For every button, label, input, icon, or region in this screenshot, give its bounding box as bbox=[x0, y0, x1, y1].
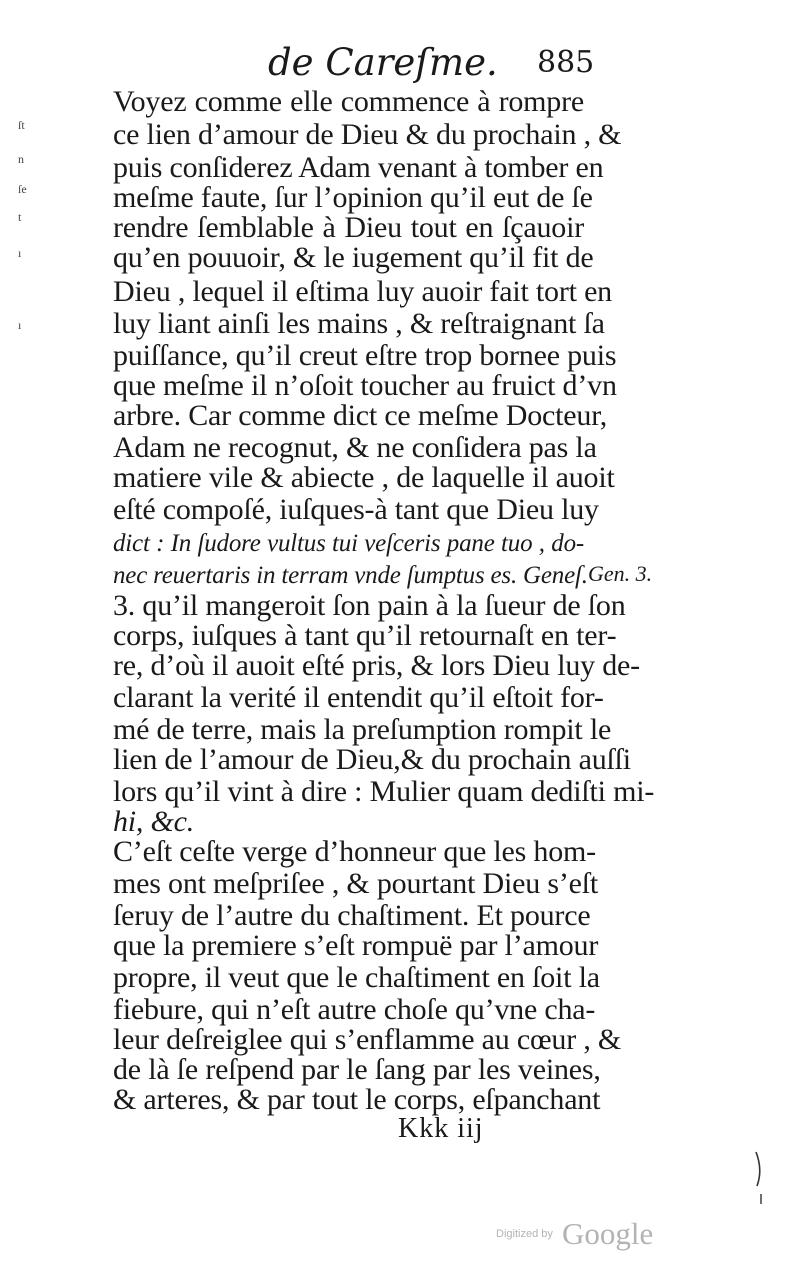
text-line: rendre ſemblable à Dieu tout en ſçauoir bbox=[113, 211, 584, 244]
page-header bbox=[0, 40, 787, 86]
text-line: meſme faute, ſur l’opinion qu’il eut de ſe bbox=[113, 181, 593, 214]
text-line: & arteres, & par tout le corps, eſpanchant bbox=[113, 1083, 601, 1116]
text-line: puiſſance, qu’il creut eſtre trop bornee puis bbox=[113, 339, 617, 372]
bleed-mark: ı bbox=[18, 318, 22, 332]
text-line: matiere vile & abiecte , de laquelle il auoit bbox=[113, 461, 615, 494]
latin-quote-part: dict : In ſudore vultus tui veſceris pane tuo , do- bbox=[113, 530, 584, 557]
text-line bbox=[113, 556, 588, 592]
text-line: mes ont meſpriſee , & pourtant Dieu s’eſt bbox=[113, 867, 599, 900]
watermark-logo: Google bbox=[561, 1216, 654, 1251]
text-line: mé de terre, mais la preſumption rompit le bbox=[113, 713, 612, 746]
text-line: 3. qu’il mangeroit ſon pain à la ſueur de ſon bbox=[113, 589, 626, 622]
bleed-mark: ſt bbox=[18, 118, 25, 132]
text-line: ſeruy de l’autre du chaſtiment. Et pource bbox=[113, 899, 591, 932]
text-line: que meſme il n’oſoit toucher au fruict d’vn bbox=[113, 369, 617, 402]
text-line: luy liant ainſi les mains , & reſtraignant ſa bbox=[113, 307, 605, 340]
text-line: C’eſt ceſte verge d’honneur que les hom- bbox=[113, 835, 596, 868]
signature-mark: Kkk iij bbox=[398, 1113, 484, 1144]
text-line: Adam ne recognut, & ne conſidera pas la bbox=[113, 431, 597, 464]
latin-quote-part: hi, &c. bbox=[113, 805, 195, 838]
text-line: Dieu , lequel il eſtima luy auoir fait tort en bbox=[113, 275, 612, 308]
text-line: de là ſe reſpend par le ſang par les veines, bbox=[113, 1053, 601, 1086]
latin-quote-part: nec reuertaris in terram vnde ſumptus es. Geneſ. bbox=[113, 562, 588, 589]
digitized-watermark bbox=[496, 1216, 653, 1256]
watermark-prefix: Digitized by bbox=[496, 1228, 553, 1240]
text-line: lors qu’il vint à dire : Mulier quam dediſti mi- bbox=[113, 775, 655, 808]
bleed-mark: ı bbox=[18, 246, 22, 260]
page-edge-mark bbox=[752, 1150, 766, 1206]
bleed-mark: n bbox=[18, 152, 24, 166]
text-line: clarant la verité il entendit qu’il eſtoit for- bbox=[113, 681, 604, 714]
text-line bbox=[113, 524, 584, 560]
text-line: puis conſiderez Adam venant à tomber en bbox=[113, 151, 604, 184]
bleed-mark: t bbox=[18, 210, 22, 224]
text-line: qu’en pouuoir, & le iugement qu’il fit de bbox=[113, 241, 594, 274]
text-line: propre, il veut que le chaſtiment en ſoit la bbox=[113, 961, 600, 994]
text-line: ce lien d’amour de Dieu & du prochain , & bbox=[113, 118, 622, 151]
text-line: arbre. Car comme dict ce meſme Docteur, bbox=[113, 399, 608, 432]
bleed-through-marks bbox=[18, 118, 38, 358]
text-line: lien de l’amour de Dieu,& du prochain auſſi bbox=[113, 743, 631, 776]
margin-note: Gen. 3. bbox=[588, 561, 653, 586]
text-line: Voyez comme elle commence à rompre bbox=[113, 85, 584, 118]
text-line: fiebure, qui n’eſt autre choſe qu’vne cha- bbox=[113, 993, 596, 1026]
running-title: de Careſme. bbox=[268, 41, 498, 84]
text-line: re, d’où il auoit eſté pris, & lors Dieu luy de- bbox=[113, 649, 640, 682]
text-line: que la premiere s’eſt rompuë par l’amour bbox=[113, 929, 599, 962]
page-number: 885 bbox=[537, 45, 595, 80]
text-line: eſté compoſé, iuſques-à tant que Dieu luy bbox=[113, 493, 599, 526]
bleed-mark: ſe bbox=[18, 182, 27, 196]
text-line: leur deſreiglee qui s’enflamme au cœur , & bbox=[113, 1023, 622, 1056]
text-line: corps, iuſques à tant qu’il retournaſt en ter- bbox=[113, 619, 617, 652]
